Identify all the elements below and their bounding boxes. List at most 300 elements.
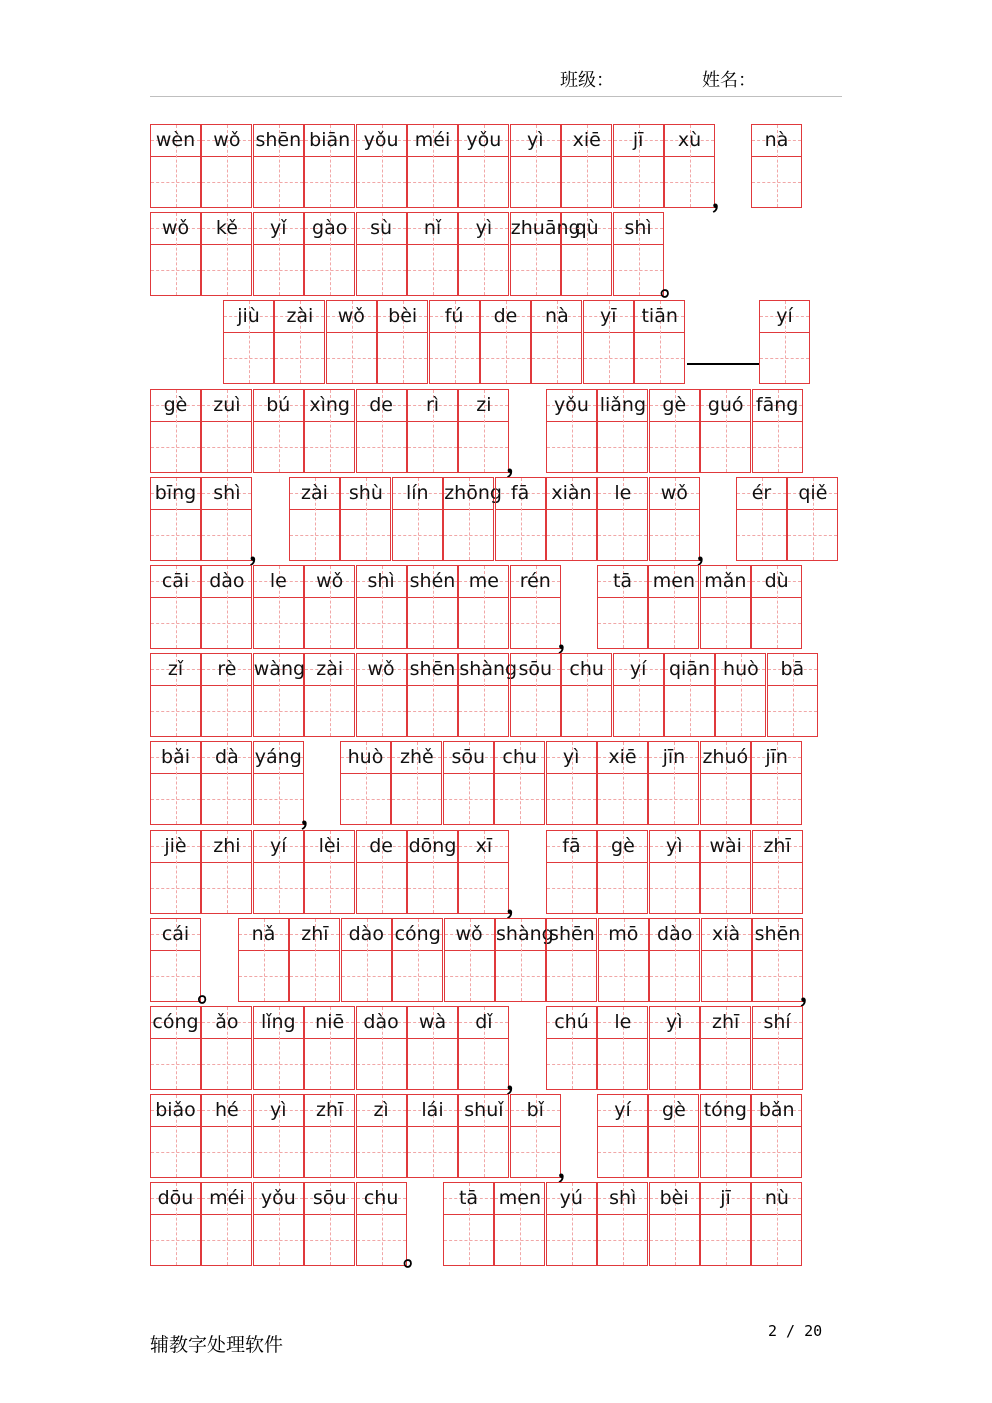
writing-cell <box>238 918 289 1002</box>
writing-cell <box>356 653 407 737</box>
pinyin-syllable: jī <box>632 129 644 151</box>
writing-cell <box>495 477 546 561</box>
writing-cell <box>458 1094 509 1178</box>
pinyin-syllable: shén <box>409 570 456 592</box>
writing-cell <box>510 1094 561 1178</box>
writing-cell <box>700 1006 751 1090</box>
pinyin-syllable: biān <box>309 129 351 151</box>
writing-cell <box>304 1006 355 1090</box>
pinyin-syllable: tiān <box>641 305 678 328</box>
name-label: 姓名： <box>702 70 756 91</box>
pinyin-syllable: rì <box>425 393 440 416</box>
writing-cell <box>787 477 838 561</box>
pinyin-syllable: sōu <box>518 658 553 681</box>
pinyin-syllable: tóng <box>703 1099 747 1122</box>
pinyin-syllable: jī <box>720 1187 731 1210</box>
pinyin-syllable: sōu <box>451 746 486 769</box>
writing-cell <box>150 1182 201 1266</box>
writing-cell <box>649 389 700 473</box>
pinyin-syllable: nǐ <box>423 217 442 240</box>
pinyin-syllable: bú <box>266 393 291 416</box>
pinyin-syllable: dù <box>764 570 789 592</box>
pinyin-syllable: zài <box>301 481 328 504</box>
writing-cell <box>458 124 509 208</box>
writing-cell <box>340 741 391 825</box>
pinyin-syllable: zuì <box>213 393 241 416</box>
pinyin-syllable: qiān <box>668 658 711 681</box>
pinyin-syllable: xià <box>712 922 741 945</box>
pinyin-syllable: gào <box>312 217 348 240</box>
pinyin-syllable: shì <box>624 217 652 240</box>
writing-cell <box>597 477 648 561</box>
writing-cell <box>356 124 407 208</box>
pinyin-syllable: gè <box>662 1099 686 1122</box>
writing-cell <box>480 300 531 384</box>
pinyin-syllable: bǐ <box>526 1099 544 1122</box>
writing-cell <box>751 124 802 208</box>
pinyin-syllable: nà <box>545 305 569 328</box>
pinyin-syllable: dào <box>348 922 384 945</box>
writing-cell <box>253 653 304 737</box>
writing-cell <box>201 477 252 561</box>
pinyin-syllable: bǎi <box>161 746 190 769</box>
punctuation-mark: ， <box>505 889 532 920</box>
pinyin-syllable: yī <box>600 305 617 328</box>
pinyin-syllable: men <box>498 1187 542 1210</box>
header-labels <box>560 66 820 92</box>
pinyin-syllable: wǒ <box>455 922 483 945</box>
writing-cell <box>510 212 581 296</box>
pinyin-syllable: gè <box>611 834 635 857</box>
writing-cell <box>583 300 634 384</box>
writing-cell <box>304 389 355 473</box>
writing-cell <box>751 741 802 825</box>
pinyin-syllable: ǎo <box>215 1011 239 1033</box>
pinyin-syllable: liǎng <box>599 393 647 416</box>
pinyin-syllable: bèi <box>388 305 418 328</box>
pinyin-syllable: nǎ <box>251 922 276 945</box>
pinyin-syllable: méi <box>414 129 451 151</box>
pinyin-syllable: wèn <box>155 129 196 151</box>
writing-cell <box>648 565 699 649</box>
pinyin-syllable: jīn <box>662 746 686 769</box>
pinyin-syllable: kě <box>215 217 238 240</box>
punctuation-mark: ， <box>248 536 275 567</box>
pinyin-syllable: le <box>269 570 287 592</box>
pinyin-syllable: zhě <box>400 746 434 769</box>
pinyin-syllable: wǒ <box>316 570 344 592</box>
writing-cell <box>150 741 201 825</box>
writing-cell <box>150 1006 201 1090</box>
writing-cell <box>546 477 597 561</box>
punctuation-mark: ， <box>557 1154 584 1185</box>
pinyin-syllable: yǐ <box>270 217 287 240</box>
writing-cell <box>429 300 480 384</box>
writing-cell <box>356 1006 407 1090</box>
writing-cell <box>201 124 252 208</box>
pinyin-syllable: wǒ <box>367 658 395 681</box>
pinyin-syllable: méi <box>209 1187 245 1210</box>
writing-cell <box>752 918 803 1002</box>
writing-cell <box>495 918 554 1002</box>
writing-cell <box>751 1182 802 1266</box>
punctuation-mark: ， <box>505 1066 532 1096</box>
pinyin-syllable: yí <box>629 658 647 681</box>
pinyin-syllable: jiè <box>164 834 187 857</box>
writing-cell <box>700 389 751 473</box>
writing-cell <box>150 389 201 473</box>
pinyin-syllable: sù <box>370 217 393 240</box>
writing-cell <box>613 653 664 737</box>
writing-cell <box>253 212 304 296</box>
pinyin-syllable: dōu <box>157 1187 194 1210</box>
writing-cell <box>752 830 803 914</box>
dash-punctuation <box>687 363 759 365</box>
pinyin-syllable: chú <box>554 1011 589 1033</box>
pinyin-syllable: shì <box>609 1187 637 1210</box>
pinyin-syllable: zhōng <box>444 481 502 504</box>
pinyin-syllable: yì <box>475 217 493 240</box>
punctuation-mark: ， <box>300 801 327 832</box>
writing-cell <box>201 1094 252 1178</box>
writing-cell <box>648 1094 699 1178</box>
pinyin-syllable: tā <box>612 570 633 592</box>
pinyin-syllable: wà <box>418 1011 447 1033</box>
pinyin-syllable: wǒ <box>213 129 241 151</box>
class-label: 班级： <box>560 70 614 91</box>
writing-cell <box>767 653 818 737</box>
writing-cell <box>407 653 458 737</box>
writing-cell <box>458 1006 509 1090</box>
pinyin-syllable: sōu <box>312 1187 347 1210</box>
writing-cell <box>664 653 715 737</box>
punctuation-mark: 。 <box>197 977 224 1008</box>
writing-cell <box>201 1182 252 1266</box>
pinyin-syllable: wàng <box>253 658 306 681</box>
pinyin-syllable: zhī <box>316 1099 344 1122</box>
writing-cell <box>561 212 612 296</box>
pinyin-syllable: gè <box>662 393 687 416</box>
punctuation-mark: ， <box>711 184 738 214</box>
writing-cell <box>377 300 428 384</box>
writing-cell <box>289 918 340 1002</box>
writing-cell <box>458 830 509 914</box>
pinyin-syllable: yì <box>666 1011 683 1033</box>
pinyin-syllable: men <box>652 570 696 592</box>
writing-cell <box>561 124 612 208</box>
writing-cell <box>356 830 407 914</box>
pinyin-syllable: mō <box>608 922 639 945</box>
writing-cell <box>304 124 355 208</box>
pinyin-syllable: gè <box>163 393 188 416</box>
writing-cell <box>304 830 355 914</box>
writing-cell <box>201 212 252 296</box>
pinyin-syllable: dà <box>215 746 239 769</box>
pinyin-syllable: yǒu <box>363 129 399 151</box>
pinyin-syllable: zhī <box>301 922 329 945</box>
pinyin-syllable: yú <box>559 1187 583 1210</box>
pinyin-syllable: me <box>468 570 499 592</box>
writing-cell <box>458 565 509 649</box>
pinyin-syllable: shēn <box>255 129 302 151</box>
writing-cell <box>701 918 752 1002</box>
pinyin-syllable: xiē <box>608 746 637 769</box>
pinyin-syllable: cóng <box>152 1011 199 1033</box>
pinyin-syllable: dào <box>657 922 693 945</box>
pinyin-syllable: chu <box>363 1187 399 1210</box>
pinyin-syllable: shēn <box>409 658 456 681</box>
writing-cell <box>253 389 304 473</box>
writing-cell <box>304 653 355 737</box>
writing-cell <box>458 653 518 737</box>
pinyin-syllable: yǒu <box>554 393 589 416</box>
pinyin-syllable: wǒ <box>337 305 365 328</box>
writing-cell <box>546 1182 597 1266</box>
writing-cell <box>253 741 304 825</box>
writing-cell <box>649 477 700 561</box>
pinyin-syllable: xī <box>475 834 493 857</box>
writing-cell <box>150 918 201 1002</box>
pinyin-syllable: mǎn <box>704 570 747 592</box>
writing-cell <box>407 830 458 914</box>
writing-cell <box>201 389 252 473</box>
pinyin-syllable: lín <box>405 481 429 504</box>
writing-cell <box>201 1006 252 1090</box>
pinyin-syllable: qiě <box>798 481 828 504</box>
pinyin-syllable: shì <box>213 481 241 504</box>
writing-cell <box>546 741 597 825</box>
pinyin-syllable: nà <box>764 129 789 151</box>
pinyin-syllable: fā <box>510 481 530 504</box>
writing-cell <box>253 1182 304 1266</box>
pinyin-syllable: zài <box>316 658 344 681</box>
writing-cell <box>664 124 715 208</box>
punctuation-mark: 。 <box>660 272 687 303</box>
punctuation-mark: 。 <box>403 1242 430 1273</box>
punctuation-mark: ， <box>799 977 826 1008</box>
writing-cell <box>751 565 802 649</box>
writing-cell <box>546 389 597 473</box>
writing-cell <box>201 653 252 737</box>
pinyin-syllable: shù <box>348 481 383 504</box>
writing-cell <box>546 830 597 914</box>
writing-cell <box>752 389 803 473</box>
writing-cell <box>201 565 252 649</box>
writing-cell <box>253 124 304 208</box>
pinyin-syllable: yì <box>562 746 580 769</box>
writing-cell <box>304 212 355 296</box>
writing-cell <box>494 1182 545 1266</box>
writing-cell <box>613 124 664 208</box>
pinyin-syllable: rè <box>217 658 237 681</box>
pinyin-syllable: cóng <box>394 922 441 945</box>
pinyin-syllable: shàng <box>496 922 554 945</box>
writing-cell <box>597 1182 648 1266</box>
pinyin-syllable: lǐng <box>260 1011 296 1033</box>
writing-cell <box>598 918 649 1002</box>
writing-cell <box>253 1094 304 1178</box>
pinyin-syllable: xiē <box>572 129 601 151</box>
pinyin-syllable: chu <box>569 658 604 681</box>
pinyin-syllable: de <box>369 393 393 416</box>
punctuation-mark: ， <box>557 625 584 655</box>
writing-cell <box>561 653 612 737</box>
writing-cell <box>150 124 201 208</box>
writing-cell <box>150 565 201 649</box>
pinyin-syllable: xù <box>677 129 702 151</box>
writing-cell <box>597 830 648 914</box>
page-number: 2 / 20 <box>768 1322 823 1340</box>
writing-cell <box>649 918 700 1002</box>
pinyin-syllable: ér <box>751 481 772 504</box>
writing-cell <box>597 1094 648 1178</box>
pinyin-syllable: zǐ <box>167 658 184 681</box>
pinyin-syllable: yì <box>666 834 683 857</box>
writing-cell <box>597 741 648 825</box>
pinyin-syllable: wǒ <box>660 481 688 504</box>
writing-cell <box>289 477 340 561</box>
writing-cell <box>223 300 274 384</box>
pinyin-syllable: shí <box>763 1011 791 1033</box>
writing-cell <box>201 741 252 825</box>
pinyin-syllable: dào <box>209 570 245 592</box>
pinyin-syllable: shēn <box>549 922 595 945</box>
writing-cell <box>304 565 355 649</box>
pinyin-syllable: zì <box>373 1099 389 1122</box>
pinyin-syllable: bèi <box>659 1187 689 1210</box>
footer-software-name: 辅教字处理软件 <box>150 1334 284 1356</box>
writing-cell <box>392 477 443 561</box>
writing-cell <box>407 124 458 208</box>
writing-cell <box>326 300 377 384</box>
writing-cell <box>356 1182 407 1266</box>
writing-cell <box>443 477 502 561</box>
punctuation-mark: ， <box>696 536 723 567</box>
pinyin-syllable: rén <box>519 570 551 592</box>
pinyin-syllable: yáng <box>254 746 302 769</box>
pinyin-syllable: fā <box>562 834 581 857</box>
pinyin-syllable: dōng <box>408 834 457 857</box>
pinyin-syllable: de <box>369 834 393 857</box>
writing-cell <box>201 830 252 914</box>
writing-cell <box>356 565 407 649</box>
writing-cell <box>407 1094 458 1178</box>
writing-cell <box>407 1006 458 1090</box>
writing-cell <box>443 741 494 825</box>
writing-cell <box>150 830 201 914</box>
pinyin-syllable: le <box>614 481 632 504</box>
writing-cell <box>253 1006 304 1090</box>
pinyin-syllable: cái <box>161 922 190 945</box>
pinyin-syllable: fú <box>444 305 464 328</box>
header-divider <box>150 96 842 97</box>
pinyin-syllable: wài <box>709 834 742 857</box>
writing-cell <box>458 212 509 296</box>
pinyin-syllable: zhuó <box>702 746 749 769</box>
writing-cell <box>546 1006 597 1090</box>
writing-cell <box>649 830 700 914</box>
pinyin-syllable: yǒu <box>260 1187 296 1210</box>
pinyin-syllable: shēn <box>754 922 801 945</box>
writing-cell <box>597 1006 648 1090</box>
pinyin-syllable: yì <box>270 1099 287 1122</box>
writing-cell <box>759 300 810 384</box>
writing-cell <box>649 1182 700 1266</box>
writing-cell <box>253 565 304 649</box>
writing-cell <box>150 653 201 737</box>
writing-cell <box>597 565 648 649</box>
pinyin-syllable: guó <box>707 393 744 416</box>
pinyin-syllable: zi <box>476 393 492 416</box>
pinyin-syllable: shuǐ <box>464 1099 504 1122</box>
writing-cell <box>274 300 325 384</box>
pinyin-syllable: qù <box>574 217 599 240</box>
writing-cell <box>356 389 407 473</box>
pinyin-syllable: lèi <box>318 834 341 857</box>
pinyin-syllable: wǒ <box>161 217 190 240</box>
writing-cell <box>700 1094 751 1178</box>
writing-cell <box>253 830 304 914</box>
writing-cell <box>634 300 685 384</box>
pinyin-syllable: fāng <box>755 393 799 416</box>
writing-cell <box>510 653 561 737</box>
writing-cell <box>715 653 766 737</box>
writing-cell <box>751 1094 802 1178</box>
pinyin-syllable: yí <box>614 1099 631 1122</box>
pinyin-syllable: zhī <box>763 834 791 857</box>
writing-cell <box>340 477 391 561</box>
pinyin-syllable: huò <box>723 658 759 681</box>
writing-cell <box>391 741 442 825</box>
writing-cell <box>648 741 699 825</box>
writing-cell <box>700 741 751 825</box>
pinyin-syllable: zhuāng <box>510 217 581 240</box>
writing-cell <box>510 124 561 208</box>
pinyin-syllable: shàng <box>459 658 518 681</box>
writing-cell <box>458 389 509 473</box>
writing-cell <box>407 212 458 296</box>
writing-cell <box>444 918 495 1002</box>
writing-cell <box>392 918 443 1002</box>
pinyin-syllable: zhi <box>213 834 241 857</box>
pinyin-syllable: zài <box>286 305 314 328</box>
writing-cell <box>407 565 458 649</box>
writing-cell <box>150 212 201 296</box>
writing-cell <box>356 1094 407 1178</box>
writing-cell <box>700 565 751 649</box>
pinyin-syllable: bǎn <box>758 1099 795 1122</box>
pinyin-syllable: shì <box>367 570 395 592</box>
writing-cell <box>341 918 392 1002</box>
writing-cell <box>407 389 458 473</box>
writing-cell <box>356 212 407 296</box>
writing-cell <box>700 1182 751 1266</box>
writing-cell <box>649 1006 700 1090</box>
writing-cell <box>304 1182 355 1266</box>
writing-cell <box>304 1094 355 1178</box>
pinyin-syllable: cāi <box>161 570 190 592</box>
writing-cell <box>736 477 787 561</box>
pinyin-syllable: nù <box>764 1187 789 1210</box>
pinyin-syllable: le <box>614 1011 632 1033</box>
writing-cell <box>597 389 648 473</box>
pinyin-syllable: yí <box>776 305 793 328</box>
pinyin-syllable: bīng <box>154 481 197 504</box>
pinyin-syllable: yì <box>527 129 544 151</box>
writing-cell <box>613 212 664 296</box>
writing-cell <box>494 741 545 825</box>
pinyin-syllable: huò <box>347 746 384 769</box>
